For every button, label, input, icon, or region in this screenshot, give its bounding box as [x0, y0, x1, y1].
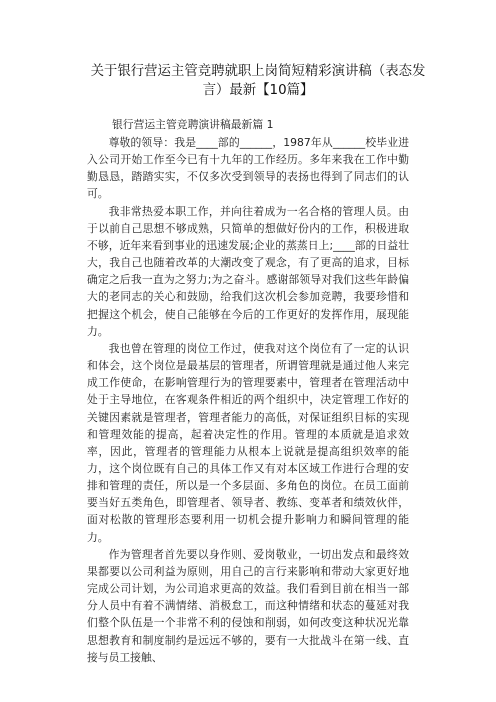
section-heading: 银行营运主管竞聘演讲稿最新篇 1: [112, 118, 274, 131]
paragraph-motivation: 我非常热爱本职工作，并向往着成为一名合格的管理人员。由于以前自己思想不够成熟，只简单的想做好份内的工作，积极进取不够，近年来看到事业的迅速发展;企业的蒸蒸日上;____部的日益壮大，我自己也随着改革的大潮改变了观念，有了更高的追求，目标确定之后我一直为之努力;为之奋斗。感谢部领导对我们这些年龄偏大的老同志的关心和鼓励，给我们这次机会参加竞聘，我要珍惜和把握这个机会，使自己能够在今后的工作更好的发挥作用，展现能力。: [87, 204, 409, 338]
paragraph-greeting: 尊敬的领导：我是____部的______，1987年从______校毕业进入公司开始工作至今已有十九年的工作经历。多年来我在工作中勤勤恳恳，踏踏实实，不仅多次受到领导的表扬也得到了同志们的认可。: [87, 136, 409, 201]
document-body: [87, 134, 409, 666]
document-title: 关于银行营运主管竞聘就职上岗简短精彩演讲稿（表态发言）最新【10篇】: [90, 64, 426, 98]
paragraph-leadership: 作为管理者首先要以身作则、爱岗敬业，一切出发点和最终效果都要以公司利益为原则，用自己的言行来影响和带动大家更好地完成公司计划，为公司追求更高的效益。我们看到目前在相当一部分人员中有着不满情绪、消极怠工，而这种情绪和状态的蔓延对我们整个队伍是一个非常不利的侵蚀和削弱，如何改变这种状况光靠思想教育和制度制约是远远不够的，要有一大批战斗在第一线、直接与员工接触、: [87, 547, 409, 664]
paragraph-management-role: 我也曾在管理的岗位工作过，使我对这个岗位有了一定的认识和体会，这个岗位是最基层的管理者，所谓管理就是通过他人来完成工作使命，在影响管理行为的管理要素中，管理者在管理活动中处于主导地位，在客观条件相近的两个组织中，决定管理工作好的关键因素就是管理者，管理者能力的高低，对保证组织目标的实现和管理效能的提高，起着决定性的作用。管理的本质就是追求效率，因此，管理者的管理能力从根本上说就是提高组织效率的能力，这个岗位既有自己的具体工作又有对本区域工作进行合理的安排和管理的责任，所以是一个多层面、多角色的岗位。在员工面前要当好五类角色，即管理者、领导者、教练、变革者和绩效伙伴，面对松散的管理形态要利用一切机会提升影响力和瞬间管理的能力。: [87, 341, 409, 544]
